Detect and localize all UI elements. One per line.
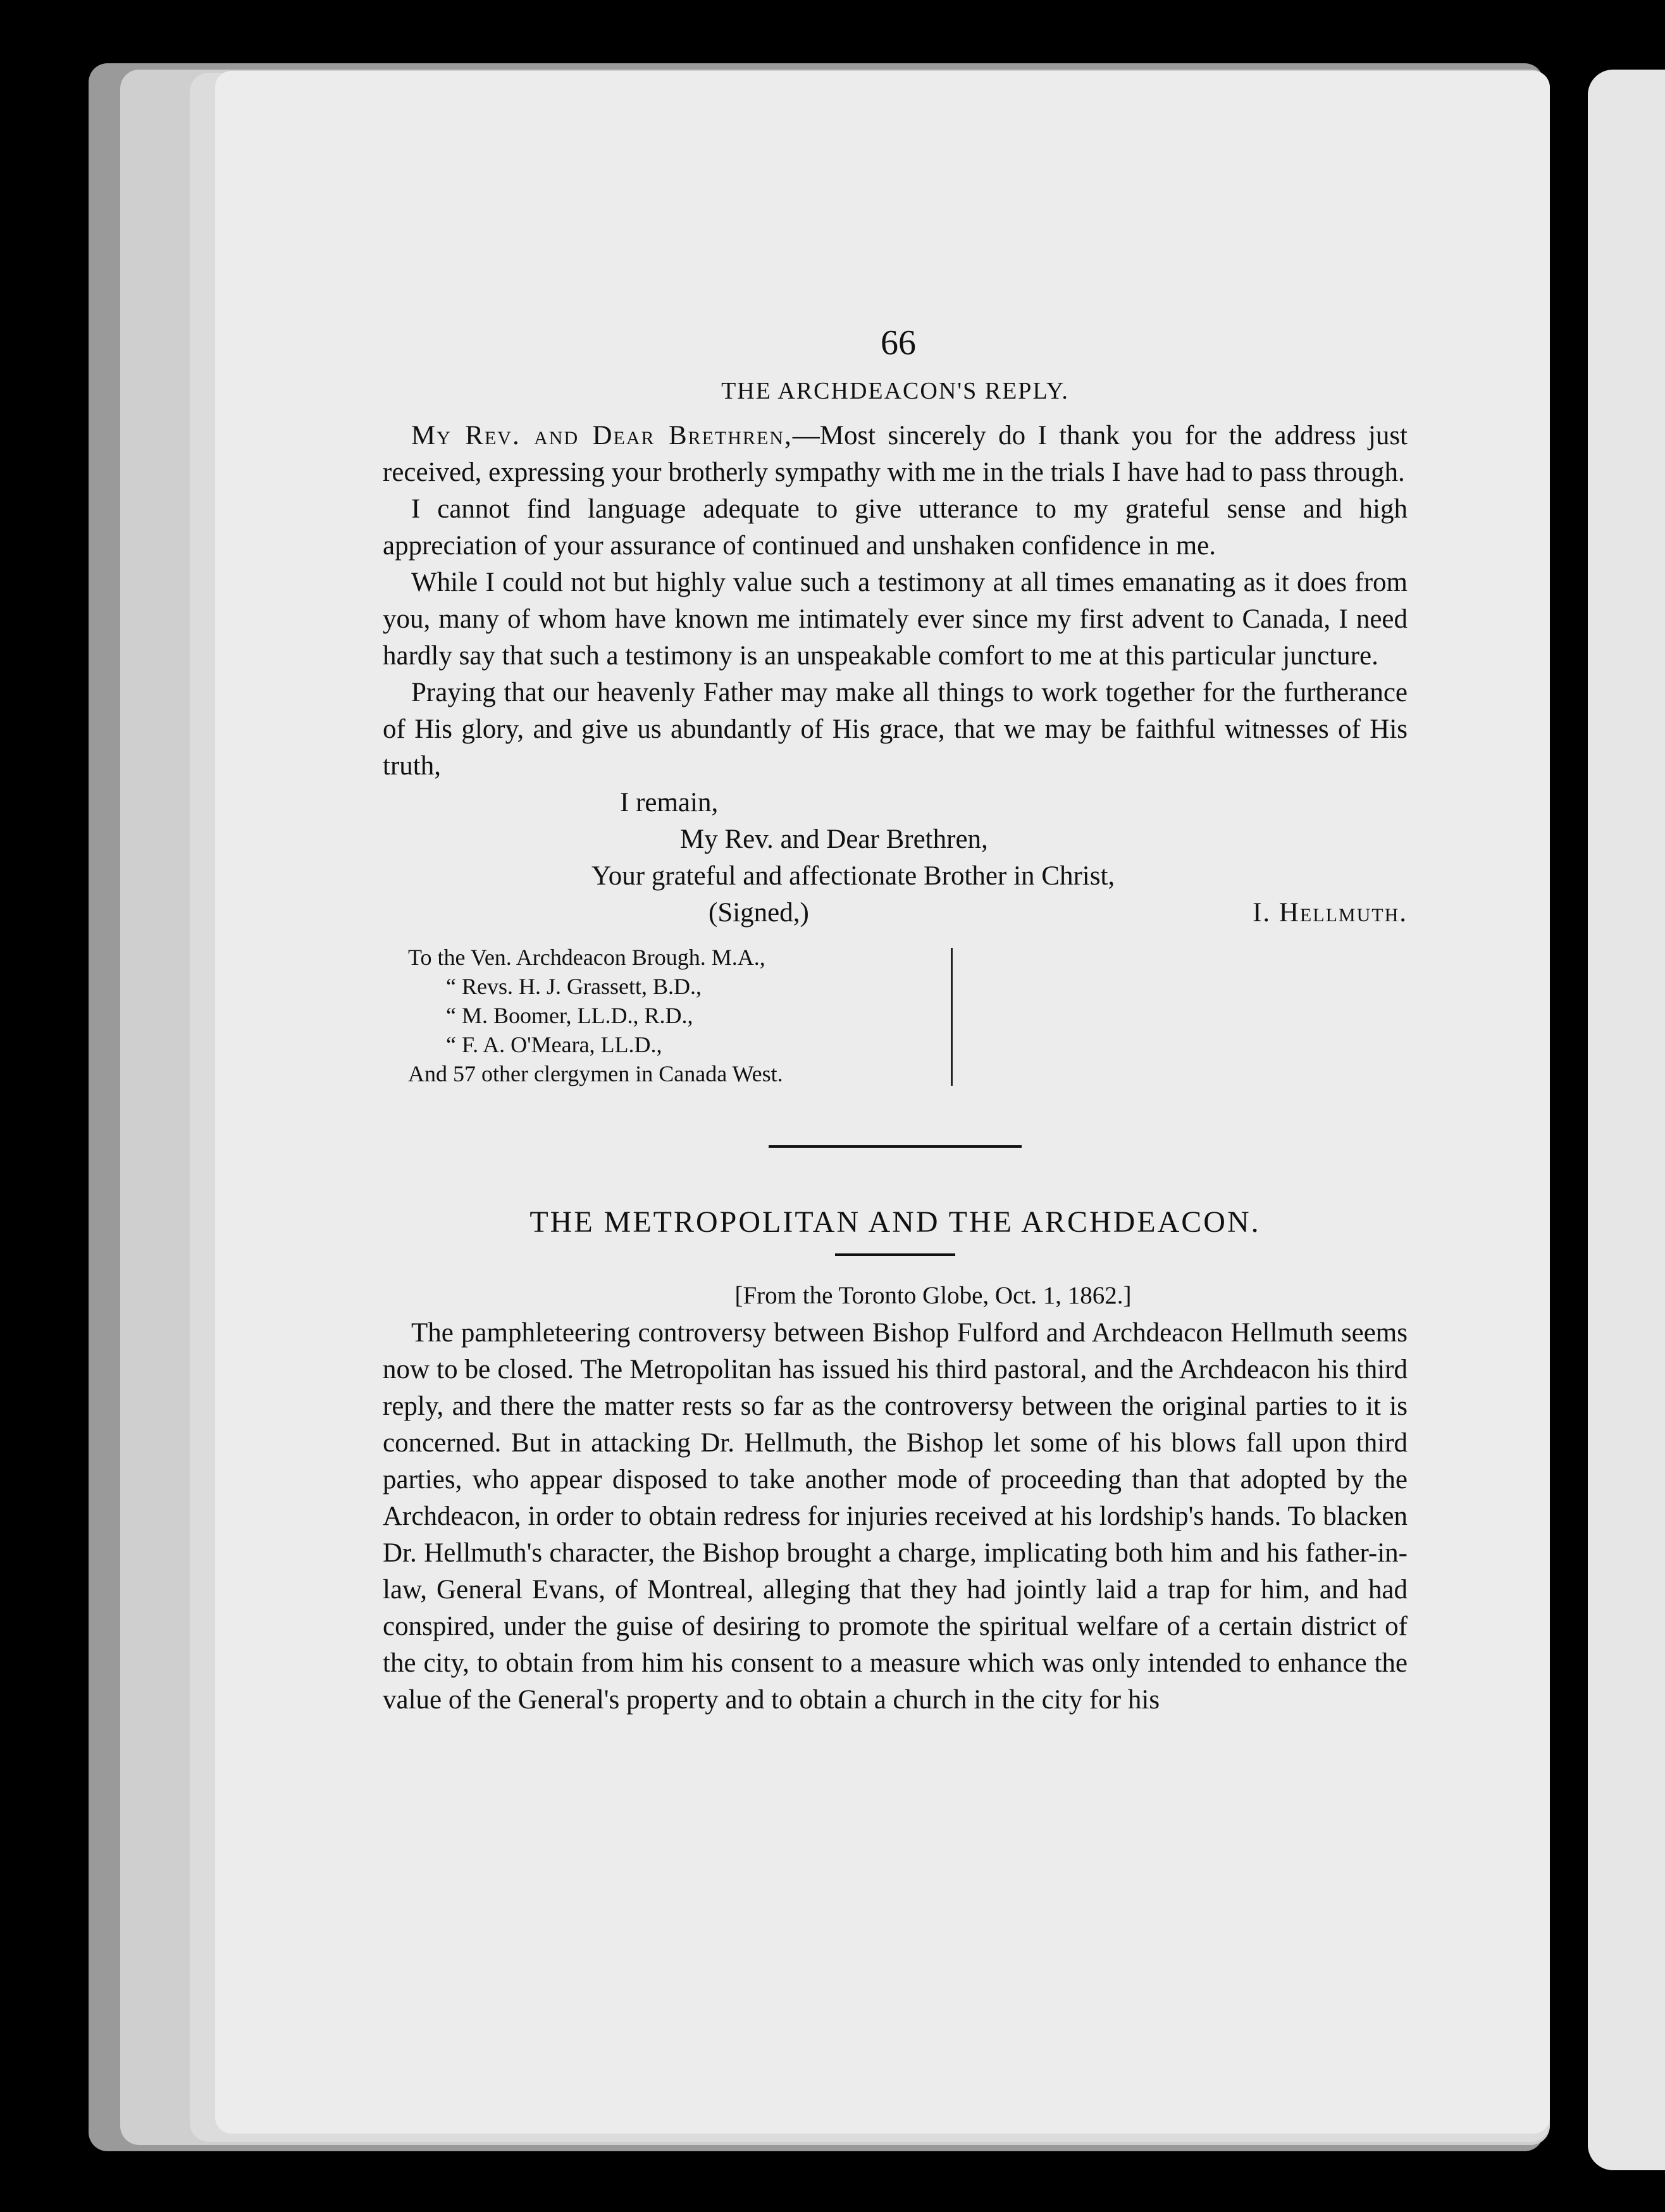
addressee-brace	[939, 948, 953, 1086]
addressee-line: “ M. Boomer, LL.D., R.D.,	[446, 1003, 693, 1028]
reply-paragraph-1	[383, 418, 1408, 491]
closing-line-1: I remain,	[620, 788, 719, 817]
page-content	[383, 323, 1408, 1718]
article-body: The pamphleteering controversy between Bishop Fulford and Archdeacon Hellmuth seems now to be closed. The Metropolitan has issued his third pastoral, and the Archdeacon his third reply, and there the matter rests so far as the controversy between the original parties to it is concerned. But in attacking Dr. Hellmuth, the Bishop let some of his blows fall upon third parties, who appear disposed to take another mode of proceeding than that adopted by the Archdeacon, in order to obtain redress for injuries received at his lordship's hands. To blacken Dr. Hellmuth's character, the Bishop brought a charge, implicating both him and his father-in-law, General Evans, of Montreal, alleging that they had jointly laid a trap for him, and had conspired, under the guise of desiring to promote the spiritual welfare of a certain district of the city, to obtain from him his consent to a measure which was only intended to enhance the value of the General's property and to obtain a church in the city for his	[383, 1318, 1408, 1715]
article-source: [From the Toronto Globe, Oct. 1, 1862.]	[734, 1282, 1132, 1309]
signed-label: (Signed,)	[709, 898, 809, 928]
adjacent-page	[1588, 70, 1665, 2170]
title-underline	[835, 1253, 955, 1256]
signature-line	[383, 895, 1408, 931]
closing-line-3: Your grateful and affectionate Brother in Christ,	[591, 861, 1115, 891]
reply-paragraph-1-text: —Most sincerely do I thank you for the address just received, expressing your brotherly sympathy with me in the trials I have had to pass through.	[383, 421, 1408, 487]
addressee-line: “ Revs. H. J. Grassett, B.D.,	[446, 974, 702, 999]
reply-paragraph-4: Praying that our heavenly Father may make all things to work together for the furtherance of His glory, and give us abundantly of His grace, that we may be faithful witnesses of His truth,	[383, 678, 1408, 781]
page-number: 66	[881, 323, 916, 363]
reply-heading: THE ARCHDEACON'S REPLY.	[721, 378, 1069, 404]
salutation: My Rev. and Dear Brethren,	[411, 421, 793, 450]
section-divider	[769, 1145, 1022, 1148]
reply-paragraph-3: While I could not but highly value such a testimony at all times emanating as it does from you, many of whom have known me intimately ever since my first advent to Canada, I need hardly say that such a testimony is an unspeakable comfort to me at this particular juncture.	[383, 568, 1408, 671]
addressee-line: And 57 other clergymen in Canada West.	[408, 1061, 783, 1086]
article-title: THE METROPOLITAN AND THE ARCHDEACON.	[529, 1205, 1261, 1239]
reply-paragraph-2: I cannot find language adequate to give utterance to my grateful sense and high appreciation of your assurance of continued and unshaken confidence in me.	[383, 494, 1408, 561]
addressee-line: To the Ven. Archdeacon Brough. M.A.,	[408, 945, 765, 970]
closing-line-2: My Rev. and Dear Brethren,	[680, 824, 988, 854]
addressees-block	[408, 943, 1408, 1088]
signature-name: I. Hellmuth.	[1253, 898, 1408, 928]
closing-block	[383, 785, 1408, 931]
addressee-line: “ F. A. O'Meara, LL.D.,	[446, 1032, 662, 1057]
